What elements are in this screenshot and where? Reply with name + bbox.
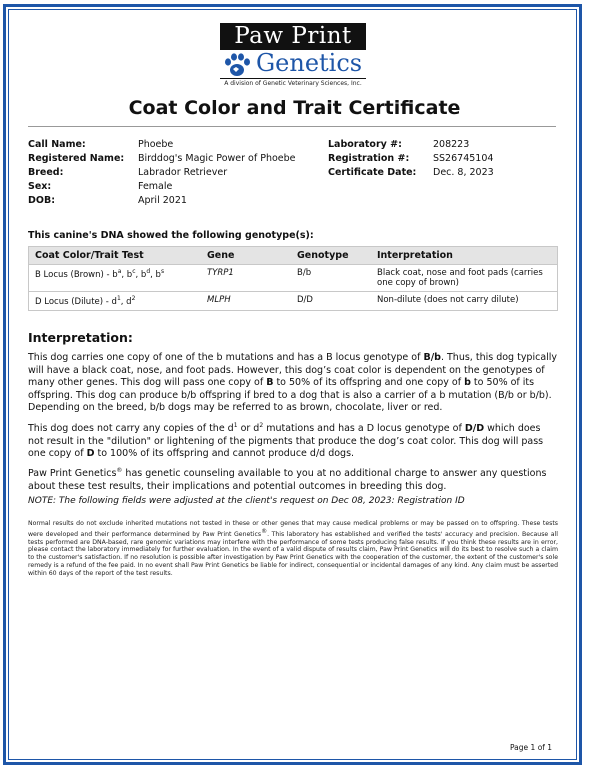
registration-number-label: Registration #:	[328, 153, 410, 164]
text-span: mutations and has a D locus genotype of	[263, 423, 465, 435]
text-span: to 50% of its offspring and one copy of	[273, 377, 465, 388]
interpretation-heading: Interpretation:	[28, 330, 133, 345]
allele-bold: D	[86, 448, 95, 460]
page-number: Page 1 of 1	[510, 743, 553, 752]
call-name-value: Phoebe	[138, 139, 174, 150]
allele-sup: s	[160, 268, 165, 275]
col-header-interpretation: Interpretation	[371, 247, 558, 265]
breed-value: Labrador Retriever	[138, 167, 228, 178]
col-header-genotype: Genotype	[291, 247, 371, 265]
genetic-counseling-paragraph	[28, 465, 558, 493]
text-span: This dog does not carry any copies of the d	[28, 423, 234, 435]
text-span: to 100% of its offspring and cannot produce d/d dogs.	[94, 448, 355, 460]
logo-bottom-text: Genetics	[256, 49, 363, 77]
text-span: . This laboratory has established and verified the tests' accuracy and precision. Because all tests performed are DNA-based, rare genomic variations may interfere with the performance of some tests producing false results. If you think these results are in error, please contact the laboratory immediately for further evaluation. In the event of a valid dispute of results claim, Paw Print Genetics will do its best to resolve such a claim to the customer's satisfaction. If no resolution is possible after investigation by Paw Print Genetics with the cooperation of the customer, the extent of the customer's sole remedy is a refund of the fee paid. In no event shall Paw Print Genetics be liable for indirect, consequential or incidental damages of any kind. Any claim must be asserted within 60 days of the report of the test results.	[28, 530, 559, 577]
sex-label: Sex:	[28, 181, 52, 192]
test-cell: D Locus (Dilute) - $d^1$, $d^2$	[29, 292, 202, 311]
allele-sup: 2	[131, 295, 136, 302]
paw-print-genetics-logo	[220, 23, 366, 89]
breed-label: Breed:	[28, 167, 64, 178]
allele-bold: b	[464, 377, 471, 388]
registered-name-label: Registered Name:	[28, 153, 125, 164]
sex-value: Female	[138, 181, 173, 192]
text-span: has genetic counseling available to you at no additional charge to answer any questions about these test results, their implications and potential outcomes in breeding this dog.	[28, 468, 547, 492]
table-header-row	[29, 247, 558, 265]
allele-sup: 2	[259, 422, 264, 429]
registered-name-value: Birddog's Magic Power of Phoebe	[138, 153, 296, 164]
genotype-bold: D/D	[464, 423, 485, 435]
registration-number-value: SS26745104	[433, 153, 494, 164]
logo-top-text: Paw Print	[220, 23, 366, 50]
info-right	[328, 138, 558, 180]
text-span: . Thus, this dog typically will have a black coat, nose, and foot pads. However, this dog’s coat color is dependent on the genotypes of many other genes. This dog will pass one copy of	[28, 352, 558, 388]
certificate-date-value: Dec. 8, 2023	[433, 167, 494, 178]
text-span: or d	[237, 423, 260, 435]
dob-value: April 2021	[138, 195, 187, 206]
registered-mark: ®	[116, 467, 123, 474]
interpretation-paragraph-d-locus	[28, 420, 558, 461]
title-divider	[28, 126, 556, 127]
logo-subtitle: A division of Genetic Veterinary Sciences, Inc.	[220, 78, 366, 87]
text-span: This dog carries one copy of one of the b mutations and has a B locus genotype of	[28, 352, 424, 363]
interpretation-paragraph-b-locus	[28, 352, 558, 415]
registered-mark: ®	[261, 527, 268, 535]
allele-bold: B	[266, 377, 274, 388]
test-name: B Locus (Brown) - b	[35, 269, 118, 280]
legal-disclaimer	[28, 520, 558, 578]
table-row	[29, 292, 558, 311]
allele-sup: 1	[116, 295, 121, 302]
col-header-gene: Gene	[201, 247, 291, 265]
interpretation-cell: Black coat, nose and foot pads (carries one copy of brown)	[371, 265, 558, 292]
gene-cell: MLPH	[201, 292, 291, 311]
gene-cell: TYRP1	[201, 265, 291, 292]
text-span: Paw Print Genetics	[28, 468, 117, 480]
text-span: which does not result in the "dilution" or lightening of the pigments that produce the dog’s coat color. This dog will pass one copy of	[28, 423, 544, 460]
genotype-heading: This canine's DNA showed the following genotype(s):	[28, 230, 314, 241]
paw-icon	[220, 51, 254, 79]
interpretation-cell: Non-dilute (does not carry dilute)	[371, 292, 558, 311]
text-span: Normal results do not exclude inherited mutations not tested in these or other genes that may cause medical problems or may be passed on to offspring. These tests were developed and their performance determined by Paw Print Genetics	[28, 520, 558, 538]
laboratory-number-value: 208223	[433, 139, 470, 150]
allele-sup: c	[132, 268, 136, 275]
call-name-label: Call Name:	[28, 139, 86, 150]
page-title: Coat Color and Trait Certificate	[128, 97, 461, 119]
allele-sup: 1	[233, 422, 238, 429]
laboratory-number-label: Laboratory #:	[328, 139, 402, 150]
test-cell: B Locus (Brown) - $b^a$, $b^c$, $b^d$, $b^s$	[29, 265, 202, 292]
adjustment-note: NOTE: The following fields were adjusted at the client's request on Dec 08, 2023: Registration ID	[28, 496, 465, 506]
allele-sup: d	[146, 268, 151, 275]
genotype-table	[28, 246, 558, 311]
info-left	[28, 138, 328, 208]
allele-sup: a	[117, 268, 122, 275]
text-span: to 50% of its offspring. This dog can produce b/b offspring if bred to a dog that is also a carrier of a b mutation (B/b or b/b). Depending on the breed, b/b dogs may be referred to as brown, chocolate, liver or red.	[28, 377, 552, 413]
dob-label: DOB:	[28, 195, 56, 206]
genotype-cell: D/D	[291, 292, 371, 311]
genotype-bold: B/b	[423, 352, 441, 363]
certificate-date-label: Certificate Date:	[328, 167, 417, 178]
table-row	[29, 265, 558, 292]
test-name: D Locus (Dilute) - d	[35, 296, 117, 307]
col-header-test: Coat Color/Trait Test	[29, 247, 202, 265]
genotype-cell: B/b	[291, 265, 371, 292]
